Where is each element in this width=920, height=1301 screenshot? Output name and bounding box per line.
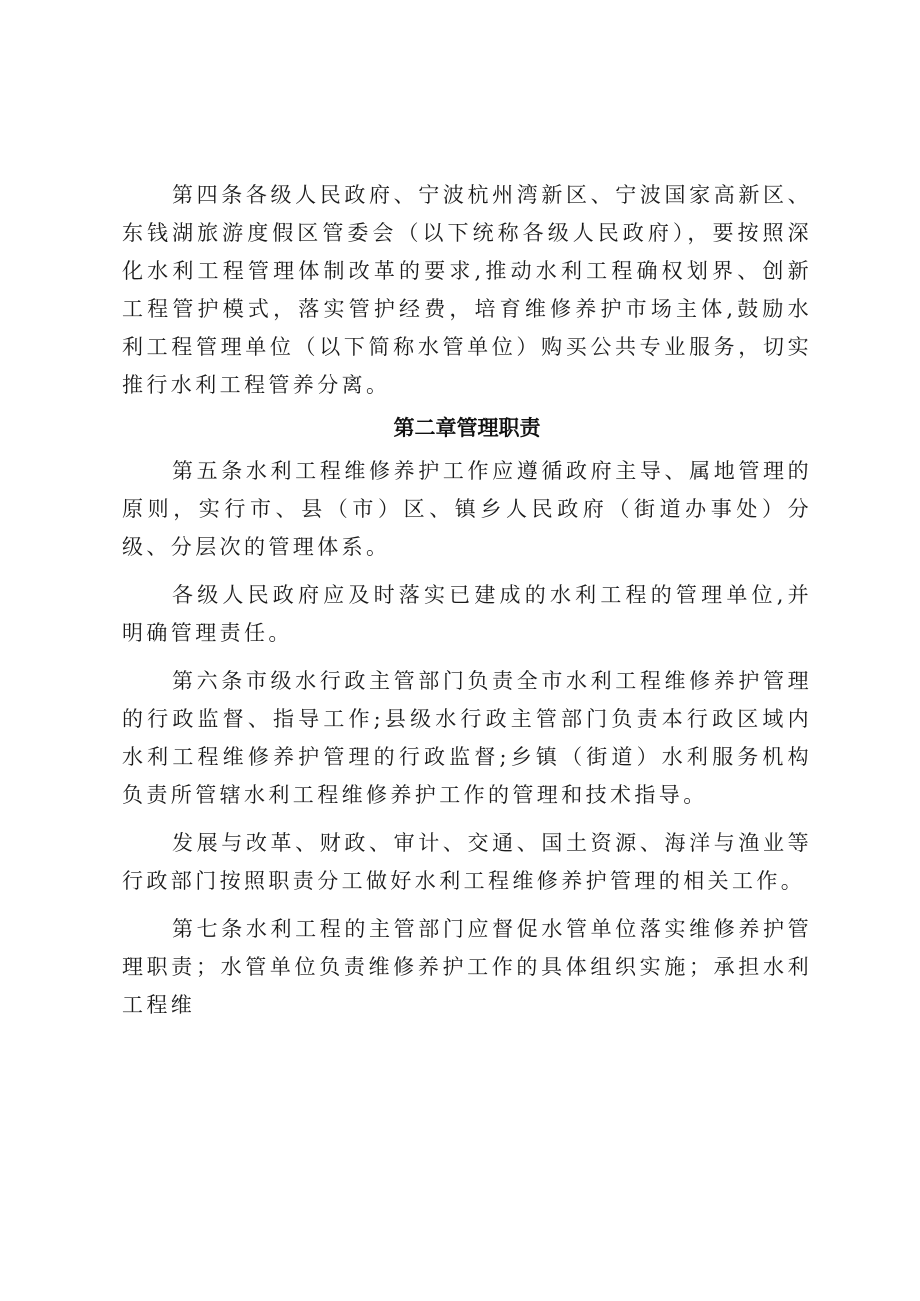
article-7-paragraph: 第七条水利工程的主管部门应督促水管单位落实维修养护管理职责；水管单位负责维修养护工作的具体组织实施；承担水利工程维 xyxy=(122,917,812,1017)
chapter-title: 第二章管理职责 xyxy=(393,416,541,440)
article-5-paragraph: 第五条水利工程维修养护工作应遵循政府主导、属地管理的原则，实行市、县（市）区、镇乡人民政府（街道办事处）分级、分层次的管理体系。 xyxy=(122,459,812,559)
article-4-paragraph: 第四条各级人民政府、宁波杭州湾新区、宁波国家高新区、东钱湖旅游度假区管委会（以下统称各级人民政府），要按照深化水利工程管理体制改革的要求,推动水利工程确权划界、创新工程管护模式，落实管护经费，培育维修养护市场主体,鼓励水利工程管理单位（以下简称水管单位）购买公共专业服务，切实推行水利工程管养分离。 xyxy=(122,183,812,397)
article-5-continuation-paragraph: 各级人民政府应及时落实已建成的水利工程的管理单位,并明确管理责任。 xyxy=(122,583,812,645)
document-body xyxy=(122,176,812,1024)
article-6-continuation-paragraph: 发展与改革、财政、审计、交通、国土资源、海洋与渔业等行政部门按照职责分工做好水利工程维修养护管理的相关工作。 xyxy=(122,831,812,893)
article-6-paragraph: 第六条市级水行政主管部门负责全市水利工程维修养护管理的行政监督、指导工作;县级水行政主管部门负责本行政区域内水利工程维修养护管理的行政监督;乡镇（街道）水利服务机构负责所管辖水利工程维修养护工作的管理和技术指导。 xyxy=(122,669,812,807)
